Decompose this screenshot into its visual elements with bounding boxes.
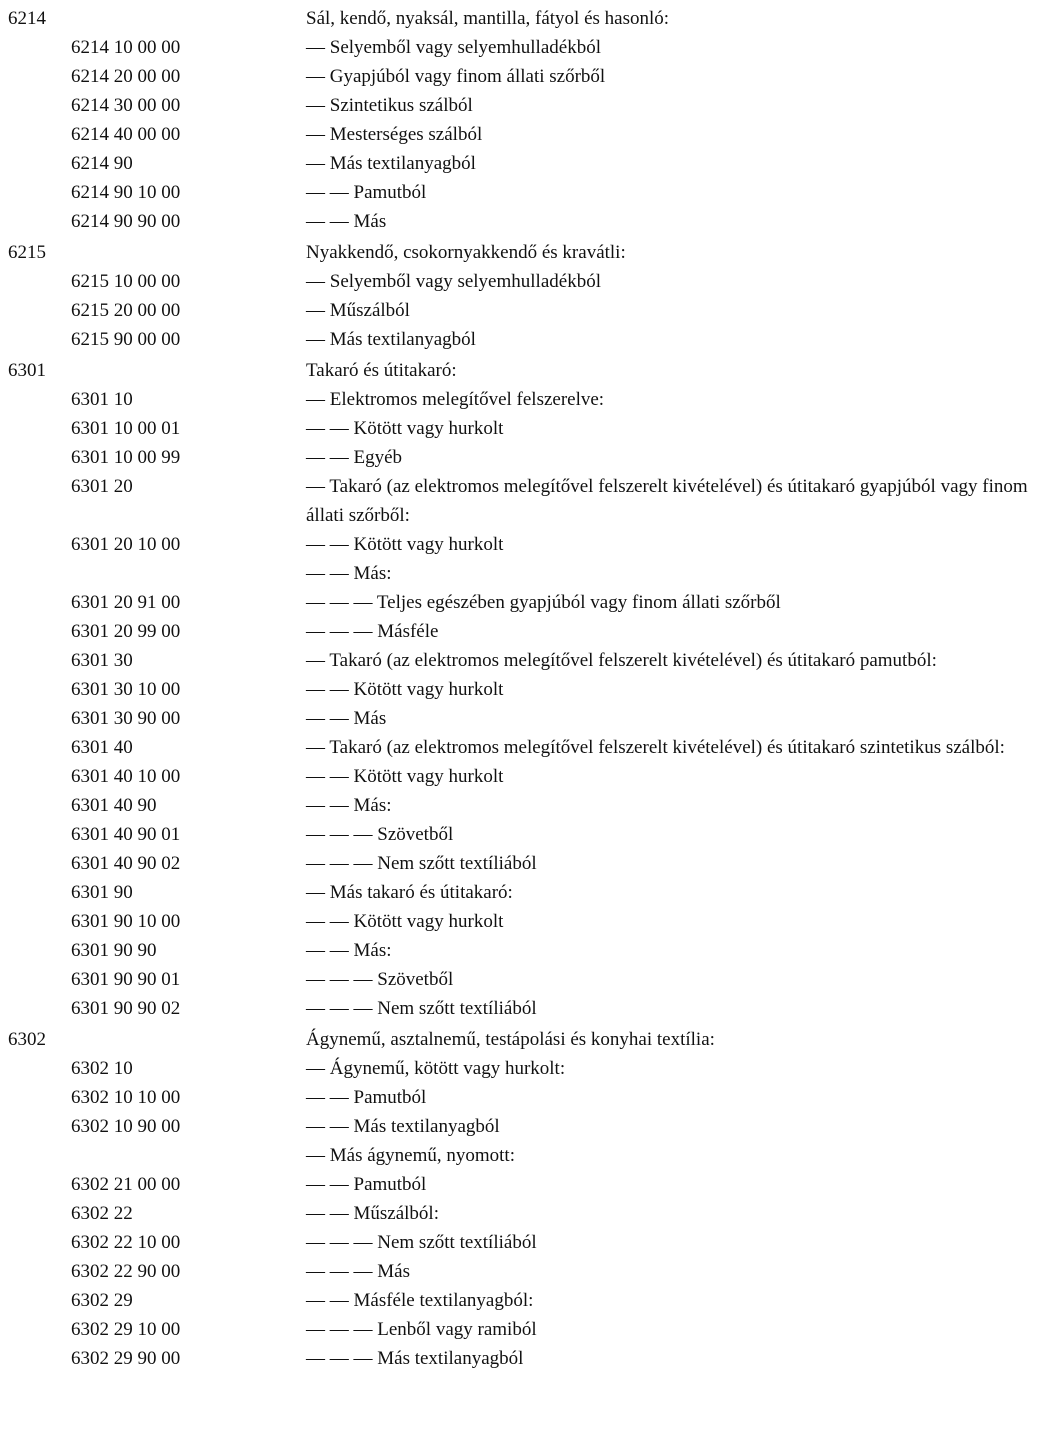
- subheading-code: 6302 22: [71, 1203, 133, 1224]
- description: — — Kötött vagy hurkolt: [306, 418, 504, 439]
- description: — Takaró (az elektromos melegítővel felszerelt kivételével) és útitakaró gyapjúból vagy finom állati szőrből:: [306, 476, 1028, 526]
- heading-code: 6214: [8, 8, 46, 29]
- subheading-code: 6301 40 90: [71, 795, 157, 816]
- description: — — Más: [306, 211, 387, 232]
- description: — Elektromos melegítővel felszerelve:: [306, 389, 605, 410]
- table-row: [0, 1054, 1059, 1083]
- subheading-code: 6302 29 90 00: [71, 1348, 181, 1369]
- subheading-code: 6214 40 00 00: [71, 124, 181, 145]
- subheading-code: 6214 20 00 00: [71, 66, 181, 87]
- description: — — Műszálból:: [306, 1203, 439, 1224]
- subheading-code: 6301 20: [71, 476, 133, 497]
- description: — Gyapjúból vagy finom állati szőrből: [306, 66, 606, 87]
- subheading-code: 6301 40 10 00: [71, 766, 181, 787]
- heading-row: [0, 4, 1059, 33]
- subheading-code: 6301 10 00 99: [71, 447, 181, 468]
- table-row: [0, 296, 1059, 325]
- subheading-code: 6301 20 99 00: [71, 621, 181, 642]
- description: — — — Teljes egészében gyapjúból vagy finom állati szőrből: [306, 592, 781, 613]
- description: — Műszálból: [306, 300, 410, 321]
- heading-code: 6301: [8, 360, 46, 381]
- description: — Más textilanyagból: [306, 329, 476, 350]
- table-row: [0, 820, 1059, 849]
- table-row: [0, 149, 1059, 178]
- table-row: [0, 1257, 1059, 1286]
- subheading-code: 6214 30 00 00: [71, 95, 181, 116]
- description: — — — Másféle: [306, 621, 439, 642]
- description: Ágynemű, asztalnemű, testápolási és konyhai textília:: [306, 1029, 715, 1050]
- table-row: [0, 1112, 1059, 1141]
- table-row: [0, 733, 1059, 762]
- description: — — Pamutból: [306, 1174, 427, 1195]
- table-row: [0, 472, 1059, 530]
- subheading-code: 6302 21 00 00: [71, 1174, 181, 1195]
- heading-code: 6215: [8, 242, 46, 263]
- subheading-code: 6214 90 10 00: [71, 182, 181, 203]
- subheading-code: 6214 10 00 00: [71, 37, 181, 58]
- table-row: [0, 704, 1059, 733]
- subheading-code: 6301 40: [71, 737, 133, 758]
- table-row: [0, 1286, 1059, 1315]
- description: — — Pamutból: [306, 182, 427, 203]
- subheading-code: 6301 90 10 00: [71, 911, 181, 932]
- table-row: [0, 617, 1059, 646]
- description: — — Egyéb: [306, 447, 403, 468]
- description: — — — Lenből vagy ramiból: [306, 1319, 537, 1340]
- description: — — — Nem szőtt textíliából: [306, 1232, 537, 1253]
- subheading-code: 6215 20 00 00: [71, 300, 181, 321]
- subheading-code: 6301 90 90: [71, 940, 157, 961]
- description: Nyakkendő, csokornyakkendő és kravátli:: [306, 242, 626, 263]
- description: — — Más textilanyagból: [306, 1116, 500, 1137]
- description: — — Más:: [306, 795, 392, 816]
- subheading-code: 6301 90 90 02: [71, 998, 181, 1019]
- subheading-code: 6302 22 90 00: [71, 1261, 181, 1282]
- description: — — Más:: [306, 940, 392, 961]
- subheading-code: 6301 40 90 02: [71, 853, 181, 874]
- description: — — Pamutból: [306, 1087, 427, 1108]
- description: — — — Szövetből: [306, 824, 454, 845]
- description: — Más takaró és útitakaró:: [306, 882, 513, 903]
- table-row: [0, 178, 1059, 207]
- table-row: [0, 675, 1059, 704]
- description: — — — Nem szőtt textíliából: [306, 998, 537, 1019]
- description: — Selyemből vagy selyemhulladékból: [306, 271, 601, 292]
- description: — — Kötött vagy hurkolt: [306, 911, 504, 932]
- heading-code: 6302: [8, 1029, 46, 1050]
- table-row: [0, 791, 1059, 820]
- description: — Mesterséges szálból: [306, 124, 483, 145]
- subheading-code: 6301 30 10 00: [71, 679, 181, 700]
- table-row: [0, 1141, 1059, 1170]
- table-row: [0, 91, 1059, 120]
- subheading-code: 6302 29: [71, 1290, 133, 1311]
- description: — Selyemből vagy selyemhulladékból: [306, 37, 601, 58]
- table-row: [0, 267, 1059, 296]
- table-row: [0, 994, 1059, 1023]
- table-row: [0, 120, 1059, 149]
- description: — — — Nem szőtt textíliából: [306, 853, 537, 874]
- subheading-code: 6301 30: [71, 650, 133, 671]
- description: — — Másféle textilanyagból:: [306, 1290, 534, 1311]
- description: — — Más: [306, 708, 387, 729]
- heading-row: [0, 356, 1059, 385]
- table-row: [0, 325, 1059, 354]
- subheading-code: 6215 10 00 00: [71, 271, 181, 292]
- table-row: [0, 646, 1059, 675]
- table-row: [0, 443, 1059, 472]
- description: — — Más:: [306, 563, 392, 584]
- description: Sál, kendő, nyaksál, mantilla, fátyol és hasonló:: [306, 8, 670, 29]
- description: — — — Szövetből: [306, 969, 454, 990]
- subheading-code: 6302 10: [71, 1058, 133, 1079]
- table-row: [0, 62, 1059, 91]
- table-row: [0, 1199, 1059, 1228]
- table-row: [0, 1315, 1059, 1344]
- subheading-code: 6301 20 91 00: [71, 592, 181, 613]
- table-row: [0, 33, 1059, 62]
- subheading-code: 6302 29 10 00: [71, 1319, 181, 1340]
- table-row: [0, 1228, 1059, 1257]
- description: — Ágynemű, kötött vagy hurkolt:: [306, 1058, 566, 1079]
- description: Takaró és útitakaró:: [306, 360, 457, 381]
- description: — Takaró (az elektromos melegítővel felszerelt kivételével) és útitakaró pamutból:: [306, 650, 937, 671]
- table-row: [0, 878, 1059, 907]
- subheading-code: 6301 20 10 00: [71, 534, 181, 555]
- table-row: [0, 762, 1059, 791]
- table-row: [0, 1083, 1059, 1112]
- table-row: [0, 385, 1059, 414]
- subheading-code: 6214 90: [71, 153, 133, 174]
- table-row: [0, 530, 1059, 559]
- description: — — Kötött vagy hurkolt: [306, 534, 504, 555]
- subheading-code: 6302 10 10 00: [71, 1087, 181, 1108]
- description: — Más ágynemű, nyomott:: [306, 1145, 515, 1166]
- table-row: [0, 907, 1059, 936]
- description: — — Kötött vagy hurkolt: [306, 766, 504, 787]
- table-row: [0, 588, 1059, 617]
- description: — — — Más: [306, 1261, 410, 1282]
- table-row: [0, 965, 1059, 994]
- table-row: [0, 849, 1059, 878]
- subheading-code: 6215 90 00 00: [71, 329, 181, 350]
- subheading-code: 6301 90: [71, 882, 133, 903]
- table-row: [0, 1344, 1059, 1373]
- subheading-code: 6301 40 90 01: [71, 824, 181, 845]
- subheading-code: 6214 90 90 00: [71, 211, 181, 232]
- description: — Más textilanyagból: [306, 153, 476, 174]
- description: — Takaró (az elektromos melegítővel felszerelt kivételével) és útitakaró szintetikus szálból:: [306, 737, 1005, 758]
- subheading-code: 6301 90 90 01: [71, 969, 181, 990]
- table-row: [0, 207, 1059, 236]
- subheading-code: 6302 10 90 00: [71, 1116, 181, 1137]
- subheading-code: 6301 10 00 01: [71, 418, 181, 439]
- subheading-code: 6301 10: [71, 389, 133, 410]
- heading-row: [0, 238, 1059, 267]
- description: — Szintetikus szálból: [306, 95, 473, 116]
- table-row: [0, 414, 1059, 443]
- heading-row: [0, 1025, 1059, 1054]
- description: — — — Más textilanyagból: [306, 1348, 524, 1369]
- subheading-code: 6302 22 10 00: [71, 1232, 181, 1253]
- table-row: [0, 559, 1059, 588]
- table-row: [0, 936, 1059, 965]
- table-row: [0, 1170, 1059, 1199]
- subheading-code: 6301 30 90 00: [71, 708, 181, 729]
- description: — — Kötött vagy hurkolt: [306, 679, 504, 700]
